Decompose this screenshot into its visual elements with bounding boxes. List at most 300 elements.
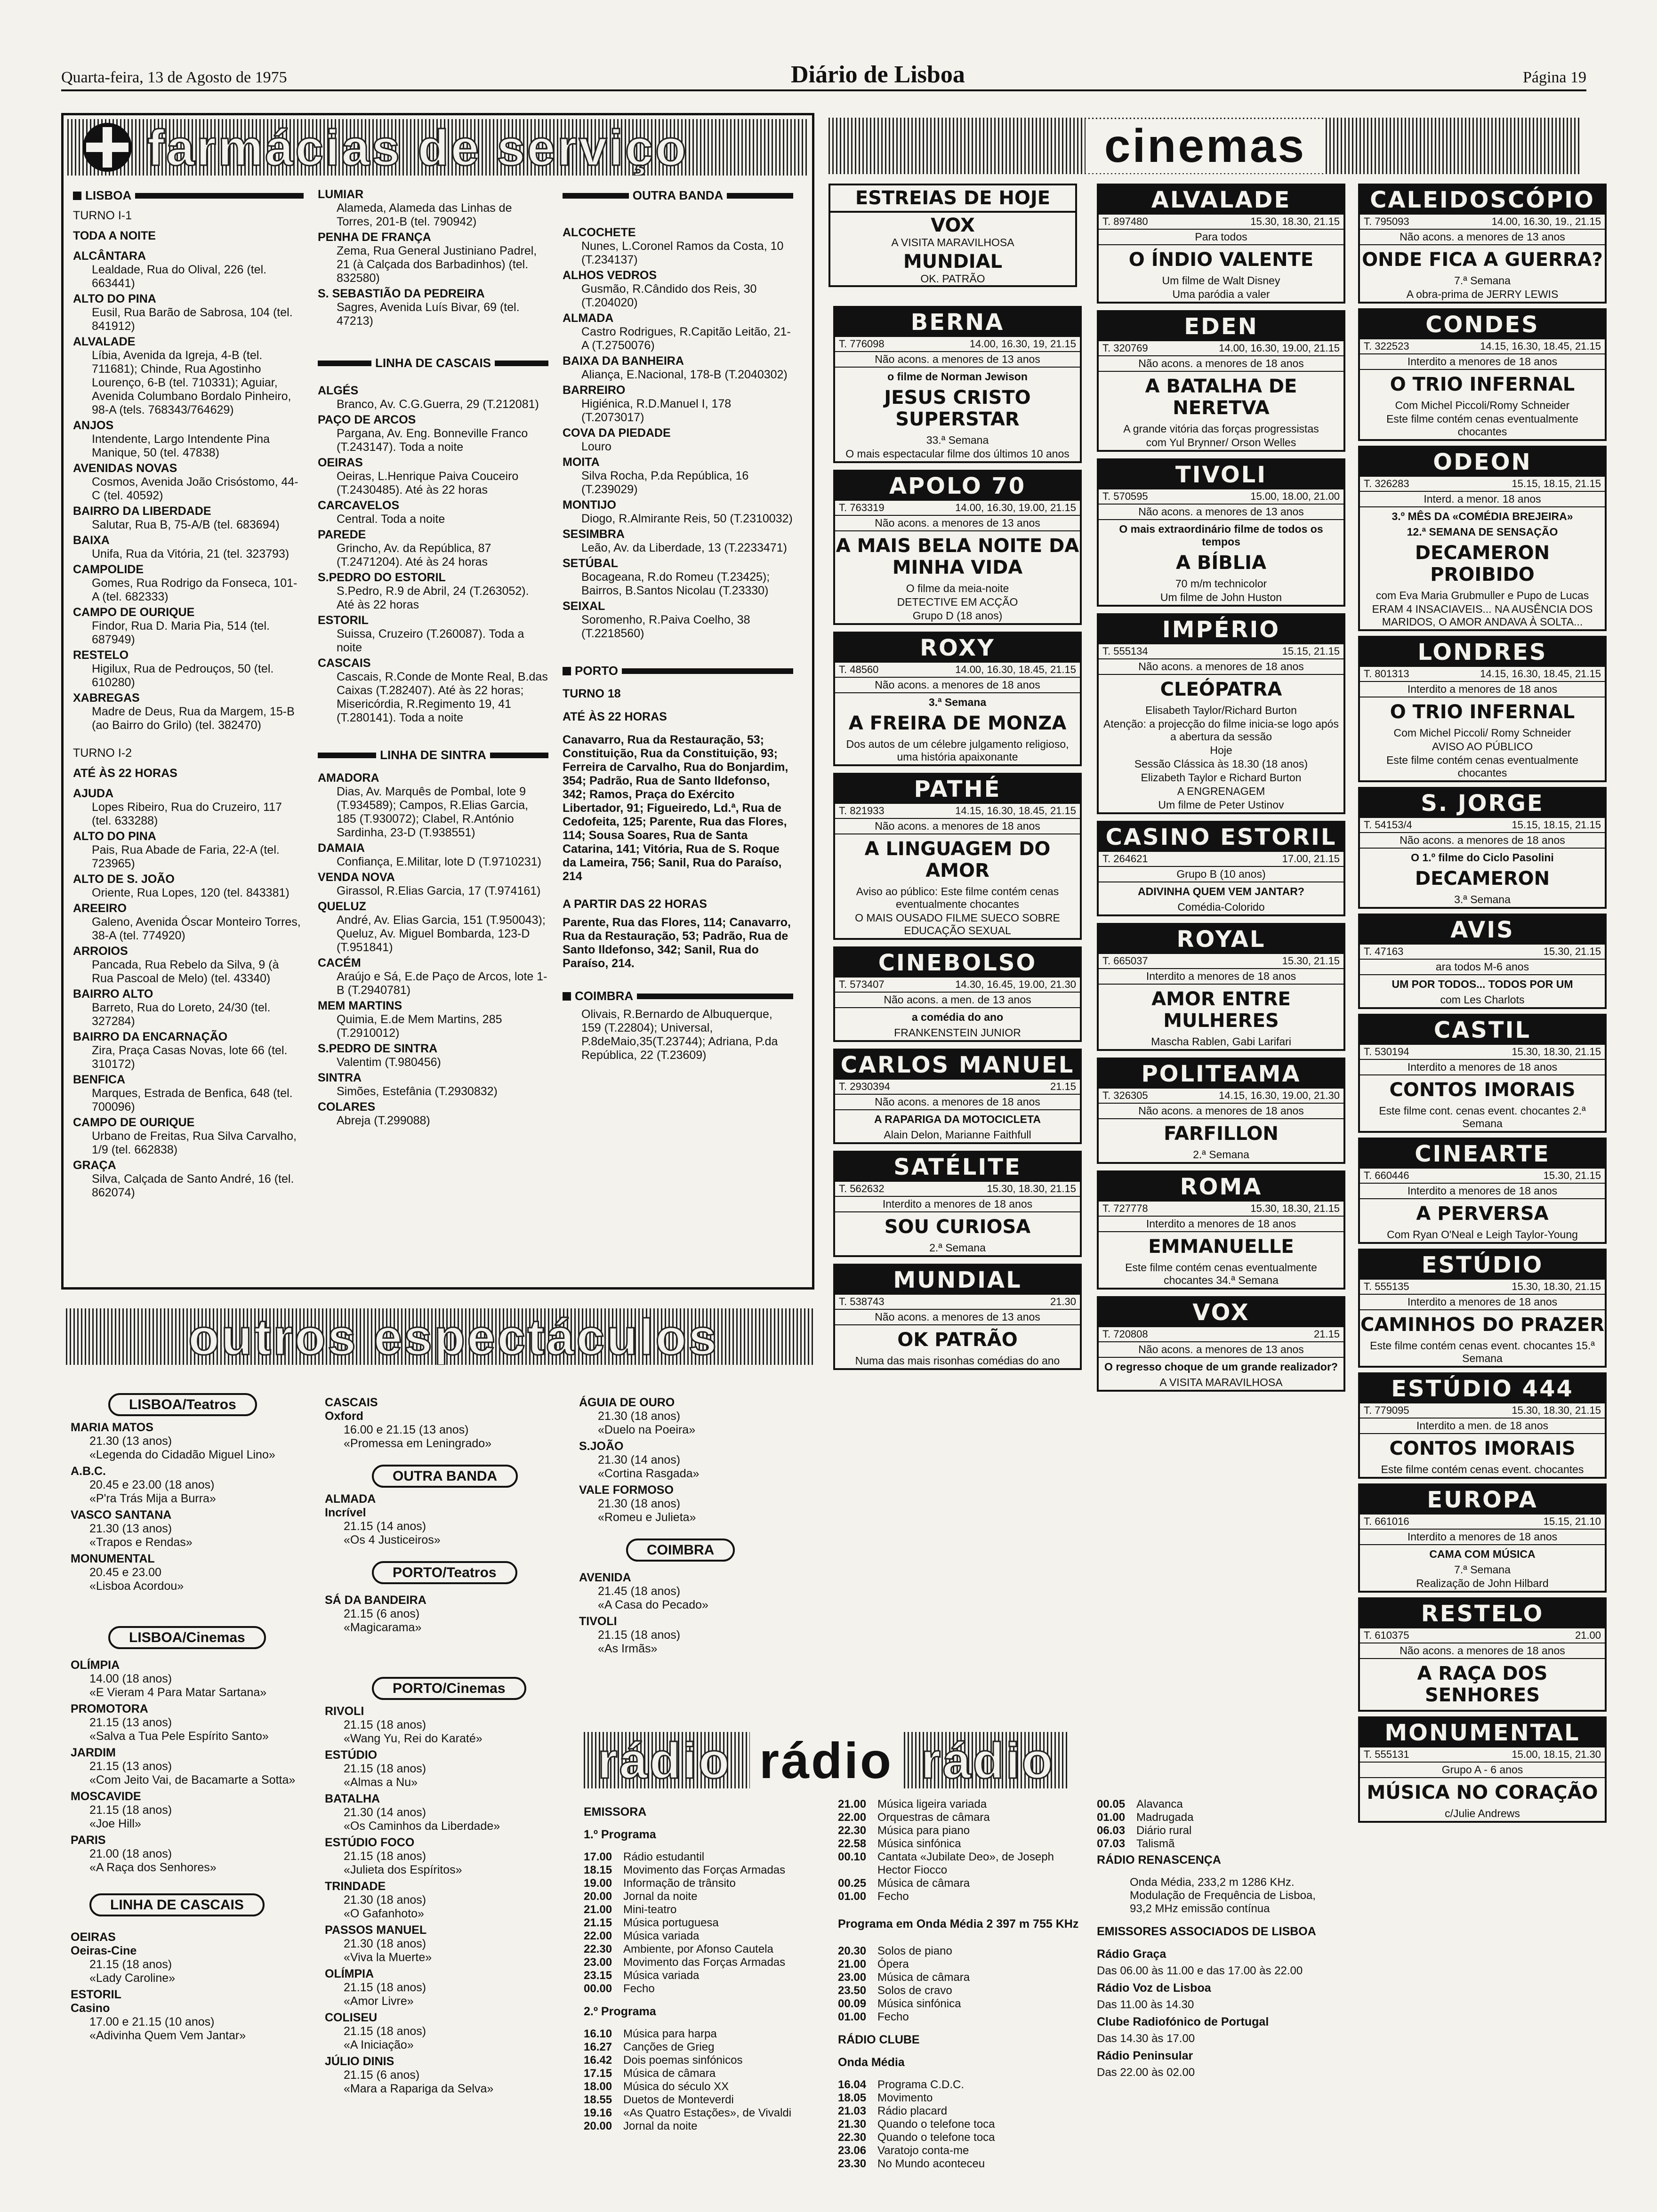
radio-title-3: rádio	[921, 1732, 1055, 1788]
cinema-times-row	[1360, 339, 1605, 354]
radio-program: Ambiente, por Afonso Cautela	[623, 1943, 773, 1956]
radio-time: 20.00	[584, 1890, 612, 1903]
lisboa-cinemas-pill: LISBOA/Cinemas	[108, 1626, 266, 1649]
radio-time: 16.10	[584, 2028, 612, 2040]
cinema-tel: T. 555135	[1364, 1281, 1409, 1292]
pharmacy-entry: S.Pedro, R.9 de Abril, 24 (T.263052). Até às 22 horas	[337, 585, 529, 611]
radio-item	[838, 2118, 1083, 2131]
cinema-times-row	[1099, 644, 1343, 659]
cinema-name: ESTÚDIO 444	[1360, 1374, 1605, 1403]
pharmacy-entry: Marques, Estrada de Benfica, 648 (tel. 700096)	[92, 1087, 293, 1114]
radio-item	[838, 2144, 1083, 2157]
linha-cascais-list	[71, 1931, 306, 2043]
cinema-times: 14.15, 16.30, 18.45, 21.15	[1480, 668, 1601, 680]
cinema-times-row	[835, 501, 1080, 516]
radio-clube: RÁDIO CLUBE	[838, 2033, 920, 2046]
cinema-box	[833, 773, 1082, 940]
radio-time: 00.09	[838, 1997, 867, 2010]
cinema-name: CALEIDOSCÓPIO	[1360, 185, 1605, 215]
show-detail: «P'ra Trás Mija a Burra»	[89, 1492, 216, 1505]
cinema-extra: Uma paródia a valer	[1172, 288, 1270, 300]
cinema-times: 14.00, 16.30, 19.00, 21.15	[955, 502, 1076, 513]
cinema-times-row	[835, 1080, 1080, 1095]
cinema-extra: Sessão Clássica às 18.30 (18 anos)	[1134, 758, 1308, 770]
cinema-extra: Mascha Rablen, Gabi Larifari	[1151, 1035, 1291, 1048]
show-detail: 21.15 (6 anos)	[344, 1607, 420, 1620]
radio-program: Programa C.D.C.	[877, 2078, 965, 2091]
porto-teatros-list	[325, 1594, 560, 1635]
radio-col-2	[838, 1798, 1083, 2171]
radio-item	[584, 2120, 828, 2133]
show-detail: 21.30 (14 anos)	[598, 1453, 681, 1467]
farmacias-col-3	[563, 186, 793, 1062]
show-detail: «Almas a Nu»	[344, 1776, 418, 1789]
show-detail: «Wang Yu, Rei do Karaté»	[344, 1732, 483, 1745]
pharmacy-entry: Líbia, Avenida da Igreja, 4-B (tel. 711681); Chinde, Rua Agostinho Lourenço, 6-B (tel. 710331); Aguiar, Avenida Columbano Bordalo Pinheiro, 98-A (tels. 768343/764629)	[92, 349, 291, 417]
locality-name: CASCAIS	[318, 657, 371, 670]
cinema-times: 21.15	[1313, 1328, 1340, 1340]
cinema-note: Não acons. a menores de 18 anos	[835, 819, 1080, 834]
radio-time: 21.15	[584, 1916, 612, 1929]
pharmacy-entry: Pancada, Rua Rebelo da Silva, 9 (à Rua Pascoal de Melo) (tel. 43340)	[92, 958, 279, 985]
cinema-extra: Um filme de Walt Disney	[1162, 274, 1280, 287]
cinema-line: 3.º MÊS DA «COMÉDIA BREJEIRA»	[1392, 510, 1573, 522]
film-title: A MAIS BELA NOITE DA MINHA VIDA	[836, 535, 1079, 578]
emissor-item: Das 11.00 às 14.30	[1097, 1998, 1194, 2011]
cinema-note: Interdito a menores de 18 anos	[835, 1197, 1080, 1212]
radio-program: Fecho	[877, 1890, 909, 1903]
cinema-times: 15.15, 21.15	[1282, 645, 1340, 657]
cinema-note: Não acons. a menores de 13 anos	[1099, 1342, 1343, 1358]
cinema-times-row	[835, 1295, 1080, 1310]
cinema-extra: com Eva Maria Grubmuller e Pupo de Lucas	[1375, 589, 1589, 601]
venue-name: PASSOS MANUEL	[325, 1923, 427, 1937]
locality-name: AREEIRO	[73, 902, 127, 915]
film-title: OK PATRÃO	[897, 1329, 1018, 1351]
radio-time: 21.03	[838, 2105, 867, 2117]
pharmacy-entry: Galeno, Avenida Óscar Monteiro Torres, 38-A (tel. 774920)	[92, 915, 301, 942]
locality-name: ALCÂNTARA	[73, 249, 146, 263]
radio-list-1b	[584, 2028, 828, 2133]
show-detail: «Amor Livre»	[344, 1995, 414, 2008]
locality-name: ESTORIL	[318, 614, 369, 627]
radio-item	[584, 1851, 828, 1864]
show-detail: 20.45 e 23.00 (18 anos)	[89, 1478, 215, 1491]
locality-name: BARREIRO	[563, 384, 626, 397]
radio-time: 17.15	[584, 2067, 612, 2080]
cinema-name: CONDES	[1360, 310, 1605, 339]
cinemas-title: cinemas	[1086, 119, 1325, 173]
show-detail: 21.45 (18 anos)	[598, 1585, 681, 1598]
cinema-box	[833, 470, 1082, 625]
film-title: DECAMERON PROIBIDO	[1415, 542, 1550, 585]
venue-name: JÚLIO DINIS	[325, 2055, 394, 2068]
turno-18: TURNO 18	[563, 687, 621, 700]
programa-2: 2.º Programa	[584, 2005, 656, 2018]
cinema-times: 15.30, 18.30, 21.15	[1512, 1404, 1601, 1416]
locality-name: ALGÉS	[318, 384, 359, 397]
radio-item	[584, 1943, 828, 1956]
radio-item	[838, 2078, 1083, 2092]
cinema-times: 14.00, 16.30, 19, 21.15	[969, 338, 1076, 350]
cinema-line: A RAPARIGA DA MOTOCICLETA	[874, 1113, 1041, 1125]
pharmacy-entry: Girassol, R.Elias Garcia, 17 (T.974161)	[337, 884, 541, 898]
cinema-box	[1097, 184, 1345, 304]
farmacias-list-sintra	[318, 771, 548, 1128]
radio-program: Diário rural	[1136, 1824, 1192, 1837]
radio-time: 23.50	[838, 1984, 867, 1997]
show-detail: 21.15 (18 anos)	[89, 1958, 172, 1971]
radio-time: 23.15	[584, 1969, 612, 1982]
cross-icon	[77, 121, 138, 173]
cinema-extra: A obra-prima de JERRY LEWIS	[1406, 288, 1559, 300]
cinema-note: Não acons. a menores de 13 anos	[835, 516, 1080, 531]
venue-name: VALE FORMOSO	[579, 1483, 674, 1497]
show-detail: «Joe Hill»	[89, 1817, 141, 1830]
cinema-times: 15.30, 18.30, 21.15	[987, 1183, 1076, 1194]
cinema-extra: 70 m/m technicolor	[1175, 577, 1267, 590]
radio-time: 01.00	[838, 2011, 867, 2023]
radio-time: 23.00	[584, 1956, 612, 1969]
radio-title-2: rádio	[750, 1732, 902, 1788]
radio-program: Música de câmara	[877, 1971, 970, 1984]
bullet-icon	[73, 192, 81, 200]
outros-col-2	[325, 1393, 560, 2096]
cinema-times-row	[1360, 215, 1605, 230]
pharmacy-entry: Cosmos, Avenida João Crisóstomo, 44-C (tel. 40592)	[92, 475, 298, 502]
cinema-box	[1358, 446, 1607, 631]
cinema-tel: T. 47163	[1364, 946, 1404, 957]
locality-name: ALMADA	[563, 312, 614, 325]
venue-name: ÁGUIA DE OURO	[579, 1396, 675, 1409]
locality-name: BAIRRO DA LIBERDADE	[73, 505, 211, 518]
renascenca-text: Onda Média, 233,2 m 1286 KHz. Modulação de Frequência de Lisboa, 93,2 MHz emissão contínua	[1130, 1876, 1316, 1915]
show-detail: 20.45 e 23.00	[89, 1566, 161, 1579]
cinema-tel: T. 801313	[1364, 668, 1409, 680]
show-detail: «Lady Caroline»	[89, 1972, 176, 1985]
pharmacy-entry: Aliança, E.Nacional, 178-B (T.2040302)	[581, 368, 788, 381]
film-title: CONTOS IMORAIS	[1389, 1079, 1576, 1101]
venue-name: TIVOLI	[579, 1615, 617, 1628]
radio-item	[584, 1890, 828, 1903]
show-detail: 21.15 (18 anos)	[344, 1981, 426, 1994]
farmacias-banner	[67, 119, 808, 176]
cinema-times-row	[1099, 1089, 1343, 1104]
cinema-name: CARLOS MANUEL	[835, 1050, 1080, 1080]
radio-program: Música do século XX	[623, 2080, 729, 2093]
radio-item	[838, 2131, 1083, 2144]
cinema-times: 17.00, 21.15	[1282, 853, 1340, 865]
cinema-line: O 1.º filme do Ciclo Pasolini	[1411, 851, 1554, 864]
pharmacy-entry: Valentim (T.980456)	[337, 1056, 441, 1069]
cinema-name: ROYAL	[1099, 925, 1343, 954]
radio-time: 21.00	[838, 1958, 867, 1971]
pharmacy-entry: Cascais, R.Conde de Monte Real, B.das Caixas (T.282407). Até às 22 horas; Misericórdia, R.Regimento 19, 41 (T.280141). Toda a noite	[337, 670, 548, 724]
cinema-extra: Realização de John Hilbard	[1416, 1577, 1549, 1589]
cinema-times: 21.00	[1575, 1629, 1601, 1641]
locality-name: PAÇO DE ARCOS	[318, 413, 416, 426]
cinema-tel: T. 322523	[1364, 340, 1409, 352]
cinema-extra: com Yul Brynner/ Orson Welles	[1146, 436, 1296, 449]
radio-time: 07.03	[1097, 1837, 1126, 1850]
locality-name: MONTIJO	[563, 498, 616, 512]
radio-list-2b	[838, 1945, 1083, 2024]
show-detail: 21.15 (18 anos)	[344, 1718, 426, 1731]
film-title: DECAMERON	[1415, 868, 1550, 890]
cinema-times-row	[835, 804, 1080, 819]
cinema-tel: T. 54153/4	[1364, 819, 1412, 831]
cinema-tel: T. 530194	[1364, 1046, 1409, 1058]
locality-name: PENHA DE FRANÇA	[318, 231, 431, 244]
radio-program: Talismã	[1136, 1837, 1175, 1850]
radio-time: 17.00	[584, 1851, 612, 1863]
venue-name: OLÍMPIA	[325, 1967, 374, 1980]
cinema-box	[833, 1151, 1082, 1257]
coimbra-pill: COIMBRA	[626, 1539, 735, 1562]
locality-name: SINTRA	[318, 1071, 362, 1084]
cinema-box	[1097, 821, 1345, 916]
cascais-list	[325, 1396, 560, 1451]
cinema-extra: Atenção: a projecção do filme inicia-se logo após a abertura da sessão	[1103, 718, 1339, 743]
cinema-extra: Elisabeth Taylor/Richard Burton	[1145, 704, 1297, 716]
cinema-note: Interd. a menor. 18 anos	[1360, 492, 1605, 507]
cinema-tel: T. 2930394	[839, 1081, 890, 1092]
section-lisboa: LISBOA	[73, 189, 304, 202]
cinema-name: APOLO 70	[835, 472, 1080, 501]
farmacias-box	[61, 113, 814, 1290]
venue-name: SÁ DA BANDEIRA	[325, 1594, 426, 1607]
locality-name: BENFICA	[73, 1073, 126, 1086]
cinema-tel: T. 573407	[839, 978, 885, 990]
cinema-name: ALVALADE	[1099, 185, 1343, 215]
cinema-note: Grupo B (10 anos)	[1099, 867, 1343, 882]
cinema-extra: Alain Delon, Marianne Faithfull	[884, 1129, 1031, 1141]
radio-time: 16.27	[584, 2041, 612, 2053]
emissores-associados: EMISSORES ASSOCIADOS DE LISBOA	[1097, 1925, 1316, 1938]
farmacias-col-2	[318, 186, 548, 1128]
cinema-name: MUNDIAL	[835, 1266, 1080, 1295]
emissor-item: Das 14.30 às 17.00	[1097, 2032, 1195, 2045]
radio-item	[1097, 1824, 1337, 1837]
cinema-tel: T. 795093	[1364, 216, 1409, 227]
pharmacy-entry: Silva Rocha, P.da República, 16 (T.239029)	[581, 469, 749, 496]
cinema-extra: A ENGRENAGEM	[1177, 785, 1265, 797]
cinema-box	[1097, 310, 1345, 452]
radio-item	[838, 2157, 1083, 2171]
cinema-box	[1358, 914, 1607, 1009]
cinema-line: UM POR TODOS... TODOS POR UM	[1392, 978, 1573, 990]
show-detail: «Com Jeito Vai, de Bacamarte a Sotta»	[89, 1773, 296, 1787]
cinema-name: BERNA	[835, 308, 1080, 337]
section-porto: PORTO	[563, 664, 793, 678]
radio-item	[838, 1877, 1083, 1890]
radio-item	[838, 2105, 1083, 2118]
cinema-box	[1358, 1138, 1607, 1244]
radio-time: 23.06	[838, 2144, 867, 2157]
lisboa-teatros-pill: LISBOA/Teatros	[108, 1393, 257, 1416]
cinema-times-row	[835, 337, 1080, 352]
locality-name: CAMPO DE OURIQUE	[73, 606, 195, 619]
outros-col-1	[71, 1393, 306, 2043]
cinema-name: CINEBOLSO	[835, 948, 1080, 978]
venue-name: ALMADA	[325, 1492, 376, 1506]
outros-col-3	[579, 1393, 805, 1656]
venue-name: AVENIDA	[579, 1571, 631, 1584]
cinema-times: 14.15, 16.30, 18.45, 21.15	[955, 805, 1076, 817]
cinema-times-row	[1360, 1169, 1605, 1184]
cinema-note: Não acons. a menores de 13 anos	[1099, 505, 1343, 520]
pharmacy-entry: Silva, Calçada de Santo André, 16 (tel. 862074)	[92, 1172, 294, 1199]
cinema-extra: Com Michel Piccoli/ Romy Schneider	[1393, 727, 1571, 739]
cinema-note: Não acons. a menores de 18 anos	[835, 1095, 1080, 1110]
radio-program: Dois poemas sinfónicos	[623, 2054, 743, 2067]
film-title: O TRIO INFERNAL	[1390, 701, 1575, 723]
radio-program: Jornal da noite	[623, 2120, 698, 2132]
locality-name: ARROIOS	[73, 945, 128, 958]
cinema-times: 15.15, 18.15, 21.15	[1512, 478, 1601, 489]
locality-name: S. SEBASTIÃO DA PEDREIRA	[318, 287, 485, 300]
radio-time: 22.30	[584, 1943, 612, 1956]
show-detail: «Os Caminhos da Liberdade»	[344, 1819, 500, 1833]
cinema-times-row	[1360, 945, 1605, 960]
venue-name: PARIS	[71, 1834, 106, 1847]
cinema-extra: DETECTIVE EM ACÇÃO	[897, 596, 1018, 608]
cinema-extra: Elizabeth Taylor e Richard Burton	[1141, 771, 1302, 784]
pharmacy-entry: Central. Toda a noite	[337, 513, 445, 526]
radio-item	[838, 1798, 1083, 1811]
cinema-note: Não acons. a menores de 18 anos	[835, 678, 1080, 693]
radio-program: Informação de trânsito	[623, 1877, 736, 1890]
cinema-name: PATHÉ	[835, 775, 1080, 804]
film-title: JESUS CRISTO SUPERSTAR	[884, 387, 1031, 430]
radio-item	[838, 1971, 1083, 1984]
cinema-box	[833, 1049, 1082, 1144]
outros-banner	[66, 1308, 814, 1365]
cinema-line: 12.ª SEMANA DE SENSAÇÃO	[1407, 526, 1558, 538]
show-detail: «Legenda do Cidadão Miguel Lino»	[89, 1448, 275, 1461]
cinema-extra: 2.ª Semana	[1193, 1148, 1249, 1161]
show-detail: «Adivinha Quem Vem Jantar»	[89, 2029, 246, 2042]
venue-name: VASCO SANTANA	[71, 1508, 172, 1522]
show-detail: «Os 4 Justiceiros»	[344, 1533, 441, 1547]
radio-item	[838, 1851, 1083, 1877]
estreia-cinema: VOX	[931, 215, 975, 236]
locality-name: ALTO DO PINA	[73, 292, 156, 305]
cinema-name: ODEON	[1360, 448, 1605, 477]
locality-name: ALHOS VEDROS	[563, 269, 657, 282]
show-detail: 21.15 (18 anos)	[344, 1762, 426, 1775]
show-detail: 21.30 (13 anos)	[89, 1435, 172, 1448]
cinema-tel: T. 562632	[839, 1183, 885, 1194]
radio-item	[838, 1958, 1083, 1971]
radio-item	[584, 1930, 828, 1943]
radio-item	[1097, 1798, 1337, 1811]
pharmacy-entry: Zema, Rua General Justiniano Padrel, 21 (à Calçada dos Barbadinhos) (tel. 832580)	[337, 244, 537, 285]
cinema-name: LONDRES	[1360, 638, 1605, 667]
cinema-box	[1358, 184, 1607, 304]
radio-program: Movimento das Forças Armadas	[623, 1864, 786, 1876]
cinema-box	[1358, 308, 1607, 441]
film-title: SOU CURIOSA	[884, 1216, 1031, 1238]
cinema-extra: O mais espectacular filme dos últimos 10 anos	[845, 448, 1070, 460]
radio-item	[584, 1916, 828, 1930]
cinema-name: ROXY	[835, 633, 1080, 663]
cinema-times: 15.30, 18.30, 21.15	[1250, 216, 1340, 227]
cinema-name: RESTELO	[1360, 1599, 1605, 1628]
cinema-note: Interdito a menores de 18 anos	[1360, 354, 1605, 370]
venue-sub: Casino	[71, 2002, 110, 2015]
cinema-times: 14.00, 16.30, 19.00, 21.15	[1219, 342, 1340, 354]
show-detail: 21.30 (14 anos)	[344, 1806, 426, 1819]
cinema-extra: Numa das mais risonhas comédias do ano	[855, 1354, 1060, 1367]
locality-name: SESIMBRA	[563, 528, 625, 541]
radio-program: Ópera	[877, 1958, 909, 1971]
cinema-tel: T. 610375	[1364, 1629, 1409, 1641]
outros-title: outros espectáculos	[188, 1308, 719, 1365]
farmacias-list-2	[318, 188, 548, 328]
cinema-extra: Este filme cont. cenas event. chocantes 2.ª Semana	[1379, 1105, 1586, 1130]
radio-program: Movimento	[877, 2092, 933, 2104]
cinema-extra: Grupo D (18 anos)	[912, 609, 1003, 622]
locality-name: S.PEDRO DO ESTORIL	[318, 571, 446, 584]
radio-time: 19.00	[584, 1877, 612, 1890]
radio-item	[584, 2107, 828, 2120]
show-detail: «Mara a Rapariga da Selva»	[344, 2082, 494, 2095]
cinema-times: 15.15, 21.10	[1543, 1515, 1601, 1527]
locality-name: BAIRRO DA ENCARNAÇÃO	[73, 1030, 228, 1043]
cinema-note: Interdito a menores de 18 anos	[1360, 1530, 1605, 1545]
emissor-item: Rádio Voz de Lisboa	[1097, 1981, 1211, 1995]
cinema-times-row	[1099, 489, 1343, 505]
cinema-name: EDEN	[1099, 312, 1343, 341]
show-detail: «Romeu e Julieta»	[598, 1511, 696, 1524]
radio-list-1	[584, 1851, 828, 1996]
cinema-box	[1358, 636, 1607, 782]
page-number: Página 19	[1522, 69, 1586, 86]
radio-program: Rádio placard	[877, 2105, 948, 2117]
locality-name: RESTELO	[73, 649, 129, 662]
show-detail: 21.30 (18 anos)	[344, 1937, 426, 1950]
radio-list-2c	[838, 2078, 1083, 2171]
venue-name: A.B.C.	[71, 1465, 106, 1478]
cinema-extra: Este filme contém cenas eventualmente chocantes	[1386, 413, 1578, 438]
radio-program: Rádio estudantil	[623, 1851, 705, 1863]
cinema-note: Não acons. a menores de 18 anos	[1360, 1643, 1605, 1659]
radio-time: 22.00	[584, 1930, 612, 1942]
cinema-extra: 7.ª Semana	[1454, 1563, 1511, 1576]
show-detail: «Salva a Tua Pele Espírito Santo»	[89, 1730, 269, 1743]
cinema-box	[1358, 1249, 1607, 1368]
radio-item	[584, 1969, 828, 1982]
cinema-name: ESTÚDIO	[1360, 1250, 1605, 1280]
farmacias-list-1	[73, 249, 304, 732]
radio-program: Alavanca	[1136, 1798, 1183, 1811]
show-detail: 21.15 (18 anos)	[344, 2025, 426, 2038]
locality-name: BAIXA DA BANHEIRA	[563, 354, 684, 368]
show-detail: «Promessa em Leningrado»	[344, 1437, 492, 1450]
cinema-box	[833, 946, 1082, 1042]
locality-name: AMADORA	[318, 771, 379, 785]
radio-time: 06.03	[1097, 1824, 1126, 1837]
pharmacy-entry: Abreja (T.299088)	[337, 1114, 430, 1127]
cinema-times: 14.15, 16.30, 19.00, 21.30	[1219, 1090, 1340, 1101]
cinema-extra: Aviso ao público: Este filme contém cenas eventualmente chocantes	[856, 885, 1059, 910]
radio-program: Música sinfónica	[877, 1837, 961, 1850]
toda-noite: TODA A NOITE	[73, 229, 156, 242]
porto-list: Canavarro, Rua da Restauração, 53; Constituição, Rua da Constituição, 93; Ferreira de Carvalho, Rua do Bonjardim, 354; Padrão, Rua de Santo Ildefonso, 342; Ramos, Praça do Exército Libertador, 91; Figueiredo, Ld.ª, Rua de Cedofeita, 125; Parente, Rua das Flores, 114; Sousa Soares, Rua de Santa Catarina, 141; Vitória, Rua de S. Roque da Lameira, 756; Sanil, Rua do Paraíso, 214	[563, 733, 788, 883]
pharmacy-entry: Grincho, Av. da República, 87 (T.2471204). Até às 24 horas	[337, 542, 491, 569]
pharmacy-entry: Pargana, Av. Eng. Bonneville Franco (T.243147). Toda a noite	[337, 427, 528, 454]
